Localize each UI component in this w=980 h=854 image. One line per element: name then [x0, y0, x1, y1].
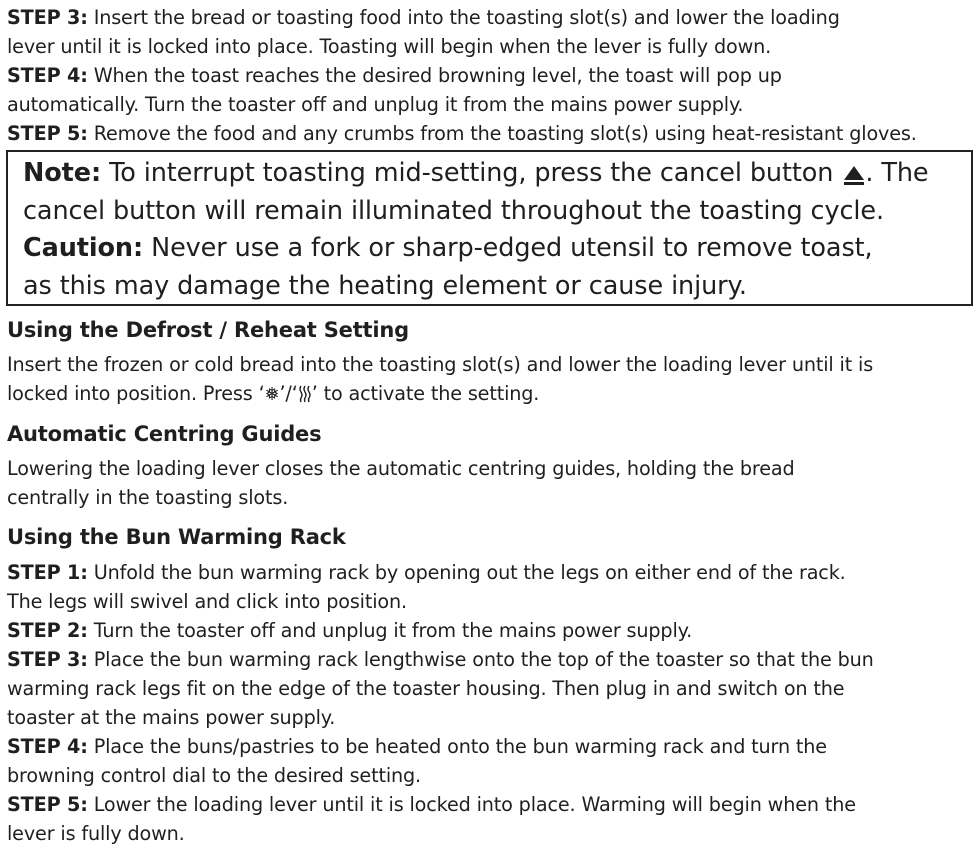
bun-step-3-line-2: warming rack legs fit on the edge of the toaster housing. Then plug in and switch on the: [7, 677, 845, 700]
bun-step-5-line-2: lever is fully down.: [7, 822, 185, 845]
bun-step-2-line-1: STEP 2: Turn the toaster off and unplug it from the mains power supply.: [7, 619, 693, 642]
toasting-steps: [7, 3, 917, 148]
bun-step-4-line-1: STEP 4: Place the buns/pastries to be heated onto the bun warming rack and turn the: [7, 735, 827, 758]
note-caution-text: [23, 155, 929, 305]
bun-step-5-line-1: STEP 5: Lower the loading lever until it is locked into place. Warming will begin when the: [7, 793, 856, 816]
note-label: Note:: [23, 158, 102, 188]
eject-triangle-icon: [844, 166, 864, 180]
step-4-line-1: STEP 4: When the toast reaches the desired browning level, the toast will pop up: [7, 64, 782, 87]
defrost-heading: Using the Defrost / Reheat Setting: [7, 318, 409, 342]
centring-line-2: centrally in the toasting slots.: [7, 486, 289, 509]
defrost-line-2: locked into position. Press ‘❅’/‘ ’ to activate the setting.: [7, 382, 540, 405]
note-line-2: cancel button will remain illuminated throughout the toasting cycle.: [23, 195, 884, 226]
note-line-1: Note: To interrupt toasting mid-setting, press the cancel button . The: [23, 158, 929, 188]
bun-step-1-line-1: STEP 1: Unfold the bun warming rack by opening out the legs on either end of the rack.: [7, 561, 846, 584]
bun-step-1-line-2: The legs will swivel and click into position.: [7, 590, 407, 613]
bun-step-3-line-1: STEP 3: Place the bun warming rack lengthwise onto the top of the toaster so that the bun: [7, 648, 874, 671]
note-caution-box: [6, 150, 973, 306]
step-3-label: STEP 3:: [7, 6, 88, 29]
centring-line-1: Lowering the loading lever closes the automatic centring guides, holding the bread: [7, 457, 795, 480]
bun-rack-steps: [7, 558, 874, 848]
step-4-label: STEP 4:: [7, 64, 88, 87]
bun-step-1-label: STEP 1:: [7, 561, 88, 584]
step-3-line-2: lever until it is locked into place. Toasting will begin when the lever is fully down.: [7, 35, 772, 58]
step-4-line-2: automatically. Turn the toaster off and unplug it from the mains power supply.: [7, 93, 744, 116]
caution-line-2: as this may damage the heating element or cause injury.: [23, 270, 747, 301]
bun-step-3-line-3: toaster at the mains power supply.: [7, 706, 336, 729]
bun-step-4-line-2: browning control dial to the desired setting.: [7, 764, 421, 787]
caution-label: Caution:: [23, 233, 144, 263]
step-5-line-1: STEP 5: Remove the food and any crumbs from the toasting slot(s) using heat-resistant gloves.: [7, 122, 917, 145]
step-5-label: STEP 5:: [7, 122, 88, 145]
bun-step-5-label: STEP 5:: [7, 793, 88, 816]
bun-rack-heading: Using the Bun Warming Rack: [7, 525, 346, 549]
bun-step-3-label: STEP 3:: [7, 648, 88, 671]
step-3-line-1: STEP 3: Insert the bread or toasting food into the toasting slot(s) and lower the loading: [7, 6, 840, 29]
defrost-body: [7, 350, 873, 408]
bun-step-4-label: STEP 4:: [7, 735, 88, 758]
heat-waves-icon: [298, 385, 312, 403]
defrost-line-1: Insert the frozen or cold bread into the toasting slot(s) and lower the loading lever until it is: [7, 353, 874, 376]
bun-step-2-label: STEP 2:: [7, 619, 88, 642]
caution-line-1: Caution: Never use a fork or sharp-edged utensil to remove toast,: [23, 233, 873, 263]
centring-heading: Automatic Centring Guides: [7, 422, 322, 446]
snowflake-icon: ❅: [264, 384, 280, 405]
centring-body: [7, 454, 795, 512]
